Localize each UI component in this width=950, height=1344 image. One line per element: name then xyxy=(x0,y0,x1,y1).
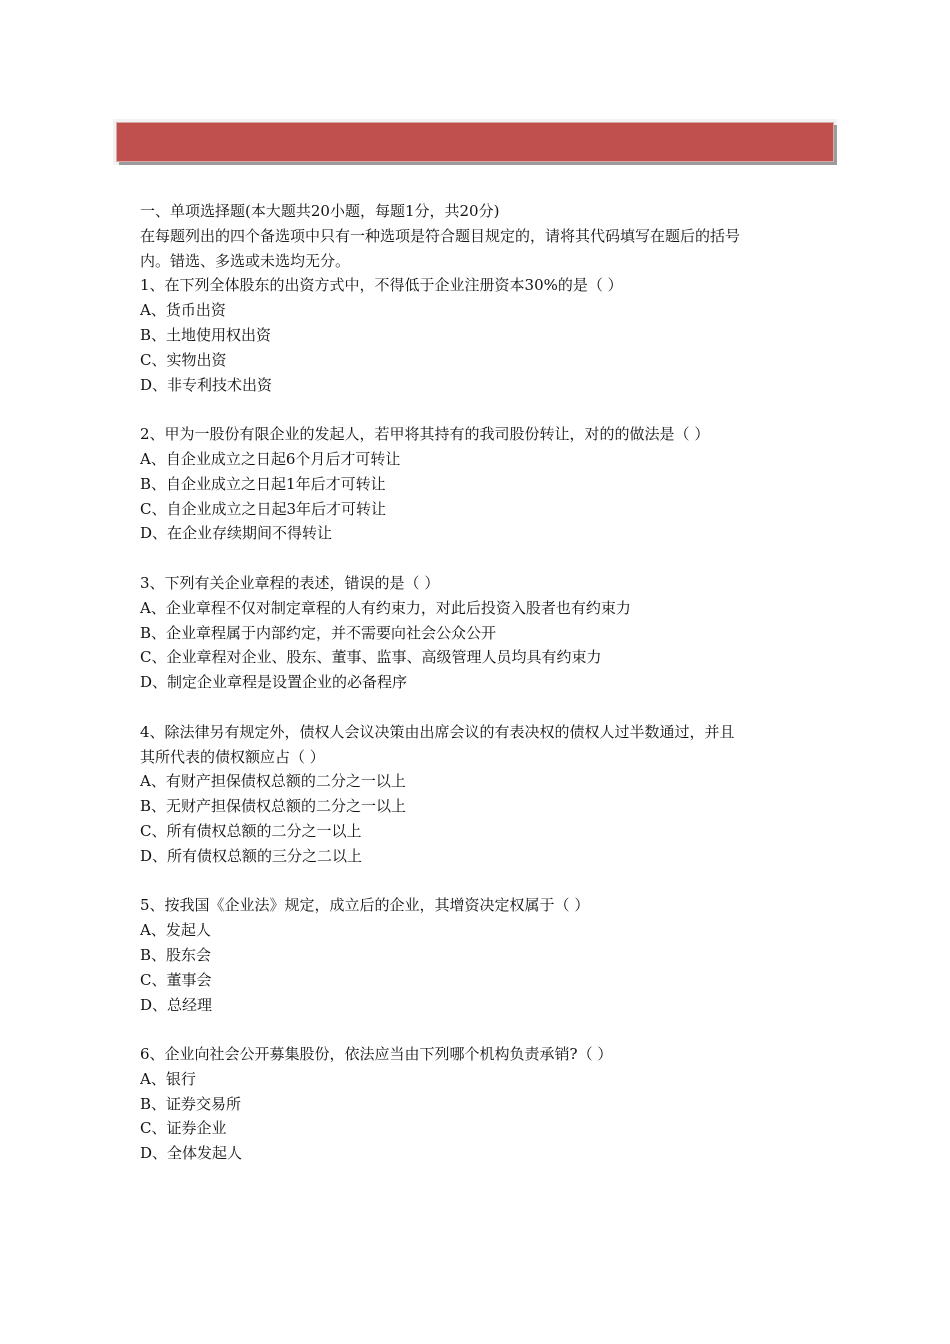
option-b: B、证券交易所 xyxy=(140,1094,242,1113)
option-b: B、企业章程属于内部约定，并不需要向社会公众公开 xyxy=(140,623,497,642)
option-d: D、所有债权总额的三分之二以上 xyxy=(140,846,363,865)
option-b: B、土地使用权出资 xyxy=(140,325,272,344)
question-stem: 5、按我国《企业法》规定，成立后的企业，其增资决定权属于（ ） xyxy=(140,896,590,915)
spacer xyxy=(140,869,820,894)
option-c: C、企业章程对企业、股东、董事、监事、高级管理人员均具有约束力 xyxy=(140,648,602,667)
option-c: C、董事会 xyxy=(140,970,212,989)
spacer xyxy=(140,546,820,571)
option-d: D、制定企业章程是设置企业的必备程序 xyxy=(140,673,408,692)
option-c: C、自企业成立之日起3年后才可转让 xyxy=(140,499,387,518)
question-stem: 3、下列有关企业章程的表述，错误的是（ ） xyxy=(140,573,440,592)
option-c: C、实物出资 xyxy=(140,350,227,369)
spacer xyxy=(140,1017,820,1042)
option-d: D、非专利技术出资 xyxy=(140,375,273,394)
question-stem: 6、企业向社会公开募集股份，依法应当由下列哪个机构负责承销?（ ） xyxy=(140,1045,613,1064)
option-c: C、所有债权总额的二分之一以上 xyxy=(140,821,362,840)
option-a: A、有财产担保债权总额的二分之一以上 xyxy=(140,772,406,791)
option-d: D、总经理 xyxy=(140,995,213,1014)
option-a: A、银行 xyxy=(140,1069,196,1088)
question-2 xyxy=(140,422,820,546)
option-a: A、货币出资 xyxy=(140,301,226,320)
option-d: D、全体发起人 xyxy=(140,1144,243,1163)
question-stem: 4、除法律另有规定外，债权人会议决策由出席会议的有表决权的债权人过半数通过，并且 xyxy=(140,722,735,741)
option-a: A、企业章程不仅对制定章程的人有约束力，对此后投资入股者也有约束力 xyxy=(140,598,631,617)
spacer xyxy=(140,397,820,422)
option-b: B、股东会 xyxy=(140,945,212,964)
question-4 xyxy=(140,720,820,869)
question-stem: 2、甲为一股份有限企业的发起人，若甲将其持有的我司股份转让，对的的做法是（ ） xyxy=(140,425,710,444)
option-a: A、发起人 xyxy=(140,921,211,940)
option-d: D、在企业存续期间不得转让 xyxy=(140,524,333,543)
instructions-line: 在每题列出的四个备选项中只有一种选项是符合题目规定的，请将其代码填写在题后的括号 xyxy=(140,226,741,245)
header-banner xyxy=(116,122,834,162)
question-6 xyxy=(140,1042,820,1166)
option-b: B、无财产担保债权总额的二分之一以上 xyxy=(140,797,407,816)
question-stem: 1、在下列全体股东的出资方式中，不得低于企业注册资本30%的是（ ） xyxy=(140,276,623,295)
exam-content xyxy=(140,199,820,1166)
spacer xyxy=(140,695,820,720)
option-a: A、自企业成立之日起6个月后才可转让 xyxy=(140,449,401,468)
option-b: B、自企业成立之日起1年后才可转让 xyxy=(140,474,386,493)
question-1 xyxy=(140,273,820,397)
question-3 xyxy=(140,571,820,695)
option-c: C、证券企业 xyxy=(140,1119,227,1138)
question-stem-continued: 其所代表的债权额应占（ ） xyxy=(140,747,325,766)
section-title: 一、单项选择题(本大题共20小题，每题1分，共20分) xyxy=(140,202,500,220)
question-5 xyxy=(140,893,820,1017)
instructions-line: 内。错选、多选或未选均无分。 xyxy=(140,251,351,270)
